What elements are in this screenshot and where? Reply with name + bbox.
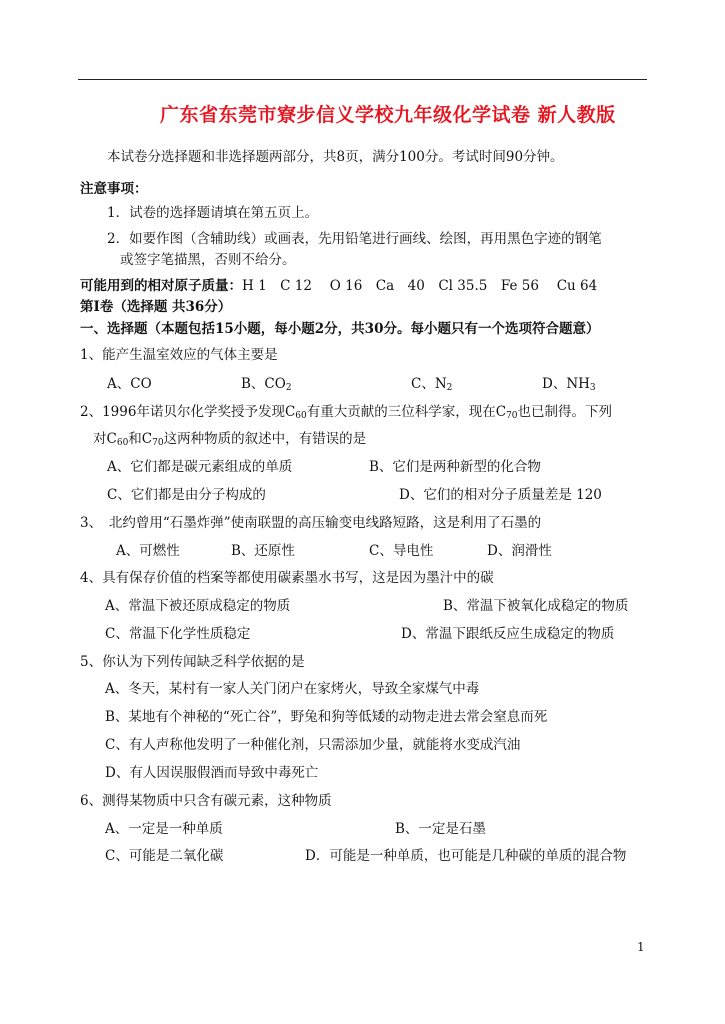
question-6-option-c: C、可能是二氧化碳 — [105, 848, 224, 864]
question-2-stem-cont: 对$C_{60}$和$C_{70}$这两种物质的叙述中，有错误的是 — [93, 431, 367, 448]
intro-text: 本试卷分选择题和非选择题两部分，共8页，满分100分。考试时间90分钟。 — [107, 149, 564, 165]
question-4-option-c: C、常温下化学性质稳定 — [105, 626, 251, 642]
question-3-option-c: C、导电性 — [369, 543, 434, 559]
question-5-option-b: B、某地有个神秘的“死亡谷”，野兔和狗等低矮的动物走进去常会窒息而死 — [105, 709, 548, 725]
question-1-option-a: A、CO — [107, 376, 152, 392]
notes-item-2: 2．如要作图（含辅助线）或画表，先用铅笔进行画线、绘图，再用黑色字迹的钢笔 — [107, 231, 602, 247]
section-heading: 一、选择题（本题包括15小题，每小题2分，共30分。每小题只有一个选项符合题意） — [80, 321, 600, 337]
atomic-masses-values: H 1 C 12 O 16 Ca 40 Cl 35.5 Fe 56 Cu 64 — [242, 278, 598, 294]
question-3-option-a: A、可燃性 — [116, 543, 180, 559]
question-6-stem: 6、测得某物质中只含有碳元素，这种物质 — [80, 793, 332, 809]
question-5-option-d: D、有人因误服假酒而导致中毒死亡 — [105, 765, 319, 781]
question-3-stem: 3、 北约曾用“石墨炸弹”使南联盟的高压输变电线路短路，这是利用了石墨的 — [80, 515, 542, 531]
page-number: 1 — [637, 940, 645, 954]
notes-item-2-cont: 或签字笔描黑，否则不给分。 — [120, 252, 296, 268]
question-1-stem: 1、能产生温室效应的气体主要是 — [80, 347, 278, 363]
header-rule — [78, 79, 647, 80]
question-5-option-a: A、冬天，某村有一家人关门闭户在家烤火，导致全家煤气中毒 — [105, 681, 480, 697]
question-2-stem: 2、1996年诺贝尔化学奖授予发现$C_{60}$有重大贡献的三位科学家，现在$C_{70}$也已制得。下列 — [80, 404, 613, 421]
question-4-option-d: D、常温下跟纸反应生成稳定的物质 — [401, 626, 615, 642]
question-1-option-c: C、$N_2$ — [411, 376, 453, 393]
question-5-option-c: C、有人声称他发明了一种催化剂，只需添加少量，就能将水变成汽油 — [105, 737, 521, 753]
question-2-option-a: A、它们都是碳元素组成的单质 — [107, 459, 293, 475]
question-1-option-b: B、$CO_2$ — [241, 376, 292, 393]
question-6-option-d: D．可能是一种单质，也可能是几种碳的单质的混合物 — [305, 848, 627, 864]
notes-item-1: 1．试卷的选择题请填在第五页上。 — [107, 205, 319, 221]
question-4-stem: 4、具有保存价值的档案等都使用碳素墨水书写，这是因为墨汁中的碳 — [80, 570, 494, 586]
question-4-option-a: A、常温下被还原成稳定的物质 — [105, 598, 291, 614]
question-6-option-b: B、一定是石墨 — [395, 821, 486, 837]
question-2-option-c: C、它们都是由分子构成的 — [107, 487, 266, 503]
question-2-option-b: B、它们是两种新型的化合物 — [369, 459, 541, 475]
notes-heading: 注意事项： — [80, 181, 148, 197]
question-3-option-d: D、润滑性 — [487, 543, 552, 559]
atomic-masses — [80, 277, 597, 295]
question-5-stem: 5、你认为下列传闻缺乏科学依据的是 — [80, 654, 305, 670]
question-3-option-b: B、还原性 — [231, 543, 295, 559]
part-heading: 第Ⅰ卷（选择题 共36分） — [80, 299, 232, 315]
question-2-option-d: D、它们的相对分子质量差是 120 — [399, 487, 602, 503]
question-4-option-b: B、常温下被氧化成稳定的物质 — [443, 598, 629, 614]
question-6-option-a: A、一定是一种单质 — [105, 821, 223, 837]
question-1-option-d: D、$NH_3$ — [542, 376, 596, 393]
atomic-masses-label: 可能用到的相对原子质量： — [80, 278, 242, 294]
page-title: 广东省东莞市寮步信义学校九年级化学试卷 新人教版 — [160, 104, 616, 126]
